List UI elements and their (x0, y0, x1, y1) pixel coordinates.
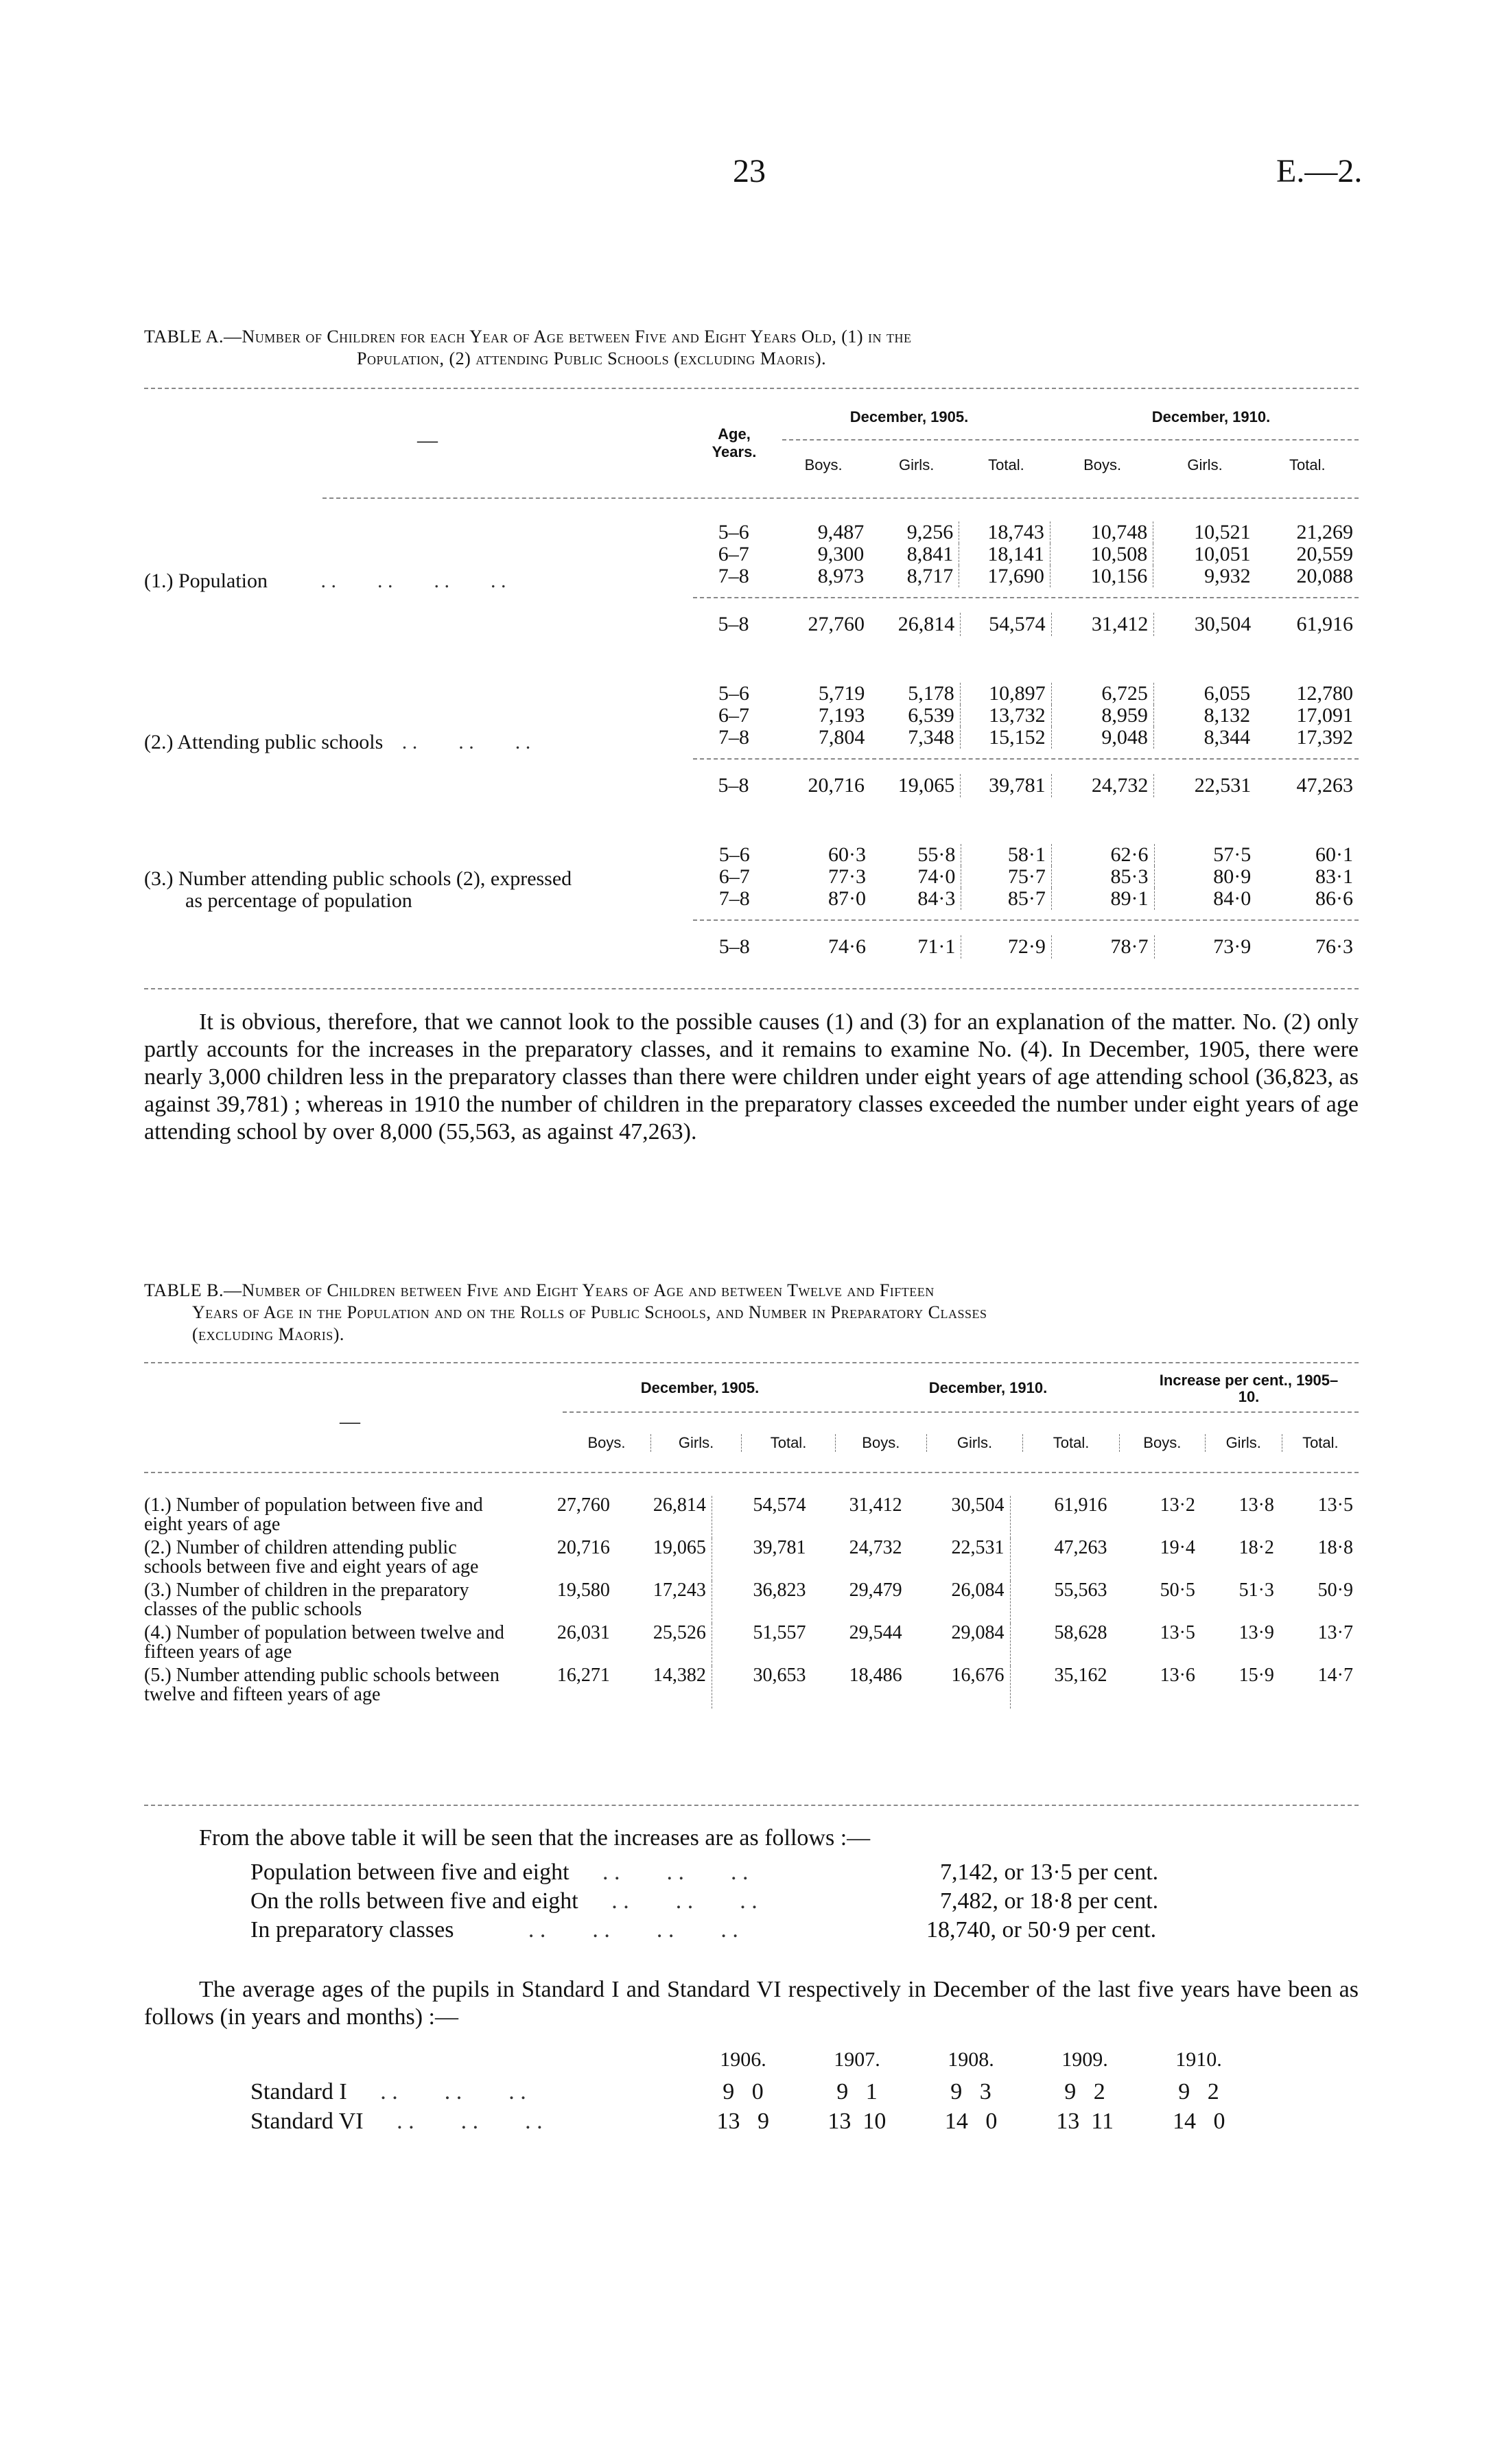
table-row: (3.) Number of children in the preparatory classes of the public schools 19,580 17,243 36,823 29,479 26,084 55,563 50·5 51·3 50·9 (144, 1581, 1359, 1623)
table-b-caption-line1: Number of Children between Five and Eight Years of Age and between Twelve and Fifteen (242, 1280, 935, 1300)
table-b-caption-line3: (excluding Maoris). (192, 1324, 344, 1344)
table-row: 6–7 9,300 8,841 18,141 10,508 10,051 20,559 (718, 543, 1353, 565)
table-a-caption-line2: Population, (2) attending Public Schools (excluding Maoris). (357, 349, 827, 368)
increases-intro: From the above table it will be seen that the increases are as follows :— (199, 1825, 871, 1851)
table-row: 13 9 13 10 14 0 13 11 14 0 (716, 2109, 1225, 2134)
year-header: 1906. (720, 2048, 766, 2071)
col-header: Boys. (1083, 456, 1122, 473)
col-header: Girls. (1187, 456, 1223, 473)
table-row-total: 5–8 74·6 71·1 72·9 78·7 73·9 76·3 (718, 935, 1353, 958)
table-a-group2-header: December, 1910. (1151, 408, 1271, 425)
section-total-rule (693, 919, 1359, 921)
table-row: 5–6 9,487 9,256 18,743 10,748 10,521 21,269 (718, 521, 1353, 543)
table-b-group-rule (563, 1411, 1359, 1413)
year-header: 1908. (948, 2048, 994, 2071)
table-row: 5–6 5,719 5,178 10,897 6,725 6,055 12,780 (718, 682, 1353, 705)
increase-item: In preparatory classes . . . . . . . . (250, 1917, 738, 1943)
table-a-section-2 (693, 683, 1359, 749)
col-header: Total. (1023, 1434, 1120, 1452)
table-row: 7–8 7,804 7,348 15,152 9,048 8,344 17,392 (718, 726, 1353, 749)
col-header: Girls. (898, 456, 935, 473)
table-a-dash: — (417, 429, 438, 451)
table-a-age-header: Age, Years. (712, 425, 757, 460)
table-a-section-2-total (693, 774, 1359, 797)
ages-row-label: Standard VI . . . . . . (250, 2109, 543, 2134)
table-row: 9 0 9 1 9 3 9 2 9 2 (723, 2079, 1219, 2104)
table-b-group2-header: December, 1910. (928, 1379, 1048, 1396)
table-a-section-3-total (693, 935, 1359, 959)
increase-item-value: 7,142, or 13·5 per cent. (940, 1859, 1159, 1885)
section-total-rule (693, 758, 1359, 760)
table-row: (2.) Number of children attending public schools between five and eight years of age 20,716 19,065 39,781 24,732 22,531 47,263 19·4 18·2 18·8 (144, 1538, 1359, 1581)
ages-intro: The average ages of the pupils in Standard I and Standard VI respectively in December of the last five years have been as follows (in years and months) :— (144, 1977, 1359, 2030)
table-a-caption (144, 326, 1359, 370)
ages-row-standard-6 (686, 2109, 1256, 2135)
ages-row-standard-1 (686, 2079, 1256, 2105)
ages-row-label: Standard I . . . . . . (250, 2079, 526, 2104)
table-a-top-rule (144, 388, 1359, 389)
table-b-caption (144, 1280, 1359, 1346)
table-a-section-1-total (693, 613, 1359, 636)
col-header: Total. (742, 1434, 836, 1452)
table-a-caption-line1: Number of Children for each Year of Age between Five and Eight Years Old, (1) in the (242, 327, 912, 347)
increase-item-value: 7,482, or 18·8 per cent. (940, 1888, 1159, 1914)
increase-item-value: 18,740, or 50·9 per cent. (926, 1917, 1157, 1943)
table-row: (4.) Number of population between twelve and fifteen years of age 26,031 25,526 51,557 29,544 29,084 58,628 13·5 13·9 13·7 (144, 1623, 1359, 1666)
increase-item: Population between five and eight . . . . . . (250, 1859, 749, 1885)
table-row-total: 5–8 27,760 26,814 54,574 31,412 30,504 61,916 (718, 613, 1353, 635)
table-row: 7–8 87·0 84·3 85·7 89·1 84·0 86·6 (718, 887, 1353, 910)
table-a-column-headers (775, 456, 1359, 474)
year-header: 1910. (1175, 2048, 1222, 2071)
table-b-group1-header: December, 1905. (640, 1379, 760, 1396)
table-a-section-label: (1.) Population . . . . . . . . (144, 570, 506, 592)
table-b-body (144, 1496, 1359, 1709)
table-a-caption-prefix: TABLE A.— (144, 327, 242, 347)
table-b-caption-prefix: TABLE B.— (144, 1280, 242, 1300)
col-header: Girls. (1205, 1434, 1282, 1452)
paragraph-explanation: It is obvious, therefore, that we cannot look to the possible causes (1) and (3) for an explanation of the matter. No. (2) only partly accounts for the increases in the preparatory classes, and it remains to examine No. (4). In December, 1905, there were nearly 3,000 children less in the preparatory classes than there were children under eight years of age attending school (36,823, as against 39,781) ; whereas in 1910 the number of children in the preparatory classes exceeded the number under eight years of age attending school by over 8,000 (55,563, as against 47,263). (144, 1009, 1359, 1145)
table-row: 6–7 7,193 6,539 13,732 8,959 8,132 17,091 (718, 704, 1353, 727)
page-number: 23 (733, 153, 766, 189)
col-header: Boys. (835, 1434, 926, 1452)
col-header: Total. (1289, 456, 1326, 473)
table-b-column-headers (563, 1434, 1359, 1452)
table-a-section-label: (3.) Number attending public schools (2), expressed as percentage of population (144, 867, 572, 912)
table-row: 6–7 77·3 74·0 75·7 85·3 80·9 83·1 (718, 865, 1353, 888)
col-header: Total. (1282, 1434, 1359, 1452)
table-row: 7–8 8,973 8,717 17,690 10,156 9,932 20,088 (718, 565, 1353, 587)
year-header: 1907. (834, 2048, 880, 2071)
table-row: (1.) Number of population between five and eight years of age 27,760 26,814 54,574 31,412 30,504 61,916 13·2 13·8 13·5 (144, 1496, 1359, 1538)
table-a-group-rule (782, 439, 1359, 441)
section-total-rule (693, 597, 1359, 598)
table-row-total: 5–8 20,716 19,065 39,781 24,732 22,531 47,263 (718, 774, 1353, 797)
table-a-section-1 (693, 521, 1359, 587)
table-a-section-3 (693, 844, 1359, 910)
col-header: Girls. (650, 1434, 741, 1452)
table-a-header-rule (322, 497, 1359, 499)
col-header: Total. (988, 456, 1024, 473)
table-row: 5–6 60·3 55·8 58·1 62·6 57·5 60·1 (718, 843, 1353, 866)
table-row: (5.) Number attending public schools between twelve and fifteen years of age 16,271 14,382 30,653 18,486 16,676 35,162 13·6 15·9 14·7 (144, 1666, 1359, 1709)
ages-year-headers (686, 2048, 1256, 2072)
col-header: Boys. (587, 1434, 626, 1451)
year-header: 1909. (1061, 2048, 1108, 2071)
table-a-bottom-rule (144, 988, 1359, 989)
table-b-bottom-rule (144, 1805, 1359, 1806)
table-a-group1-header: December, 1905. (849, 408, 969, 425)
table-b-header-rule (144, 1472, 1359, 1473)
col-header: Boys. (1119, 1434, 1205, 1452)
table-b-top-rule (144, 1362, 1359, 1363)
col-header: Boys. (804, 456, 843, 473)
col-header: Girls. (926, 1434, 1022, 1452)
table-b-group3-header: Increase per cent., 1905–10. (1159, 1372, 1339, 1405)
table-b-dash: — (340, 1410, 360, 1433)
document-reference: E.—2. (1276, 153, 1363, 189)
increase-item: On the rolls between five and eight . . . . . . (250, 1888, 758, 1914)
table-b-caption-line2: Years of Age in the Population and on the Rolls of Public Schools, and Number in Preparatory Classes (192, 1302, 987, 1322)
table-a-section-label: (2.) Attending public schools . . . . . . (144, 731, 531, 753)
